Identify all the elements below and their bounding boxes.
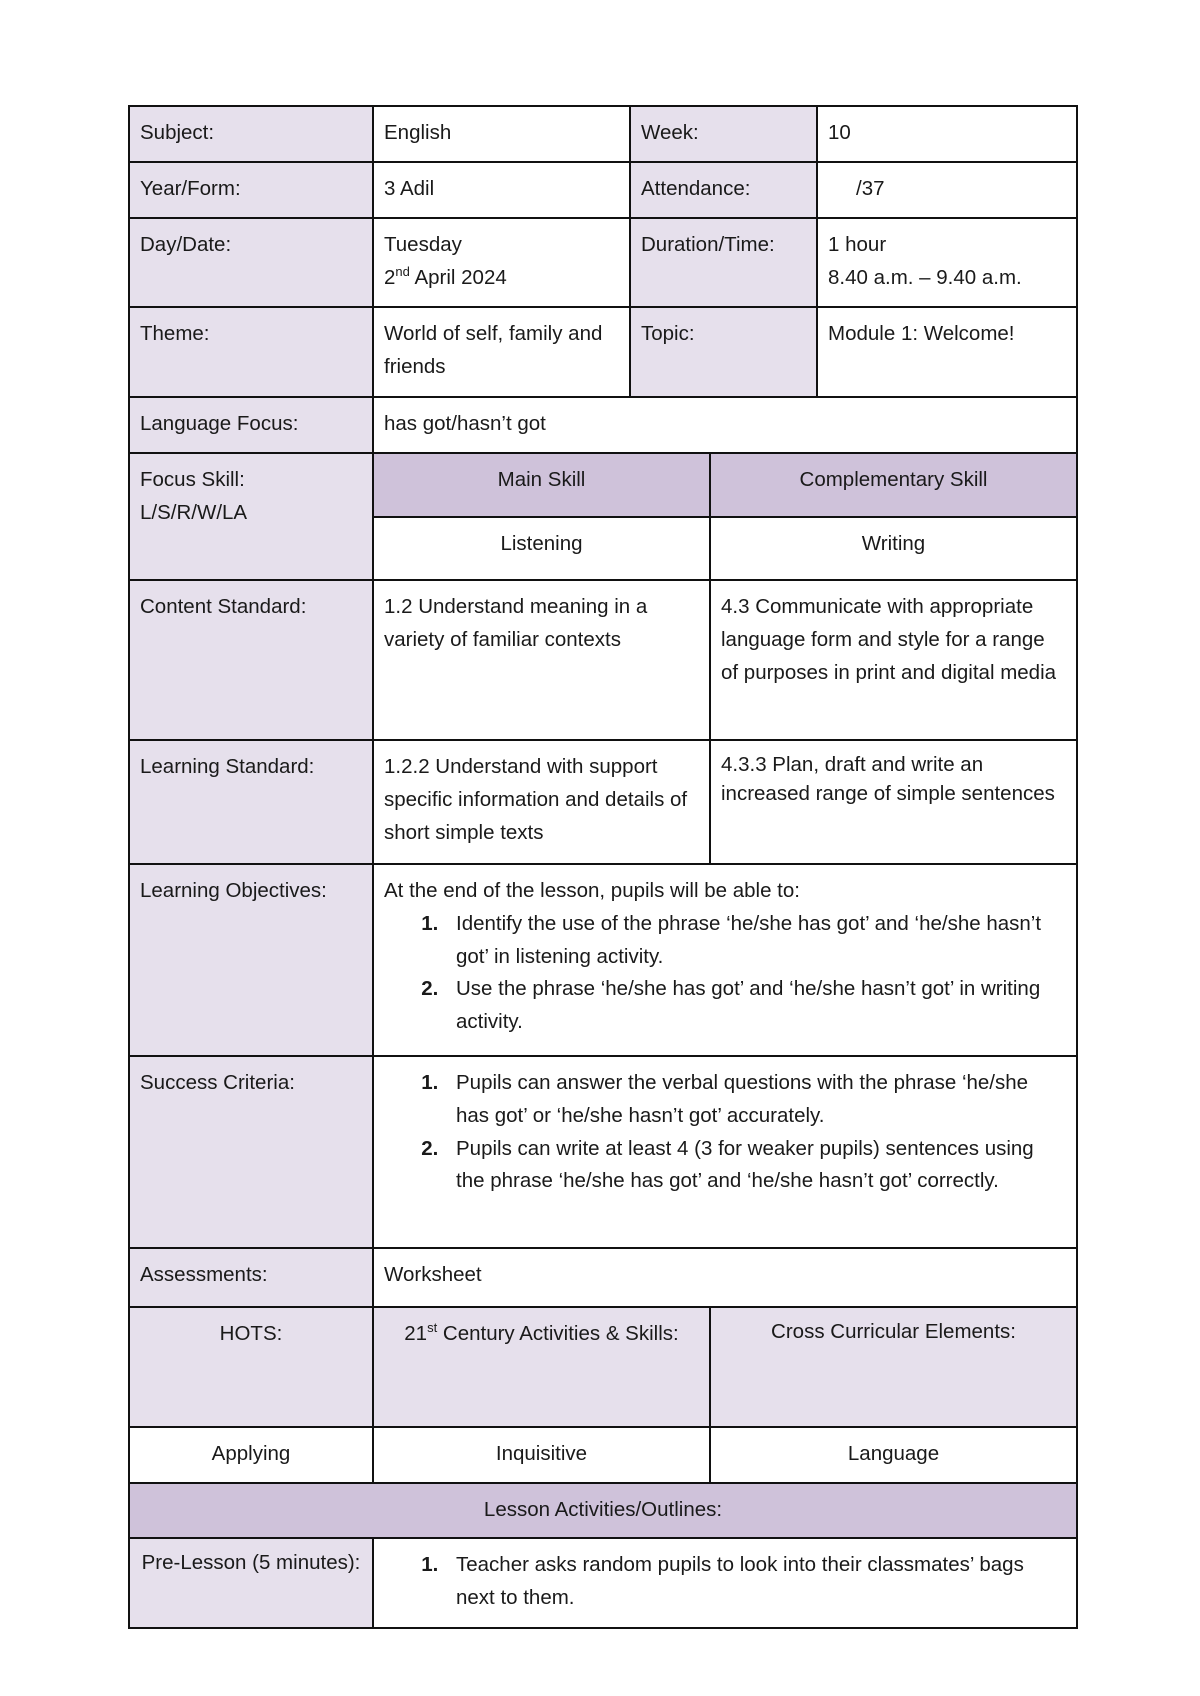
year-label: Year/Form: bbox=[129, 162, 373, 218]
main-skill-value: Listening bbox=[373, 517, 710, 580]
hots-value: Applying bbox=[129, 1427, 373, 1483]
pre-lesson-content bbox=[373, 1538, 1077, 1628]
focus-skill-label: Focus Skill: bbox=[140, 468, 245, 491]
complementary-skill-header: Complementary Skill bbox=[710, 453, 1077, 517]
century-skills-label bbox=[373, 1307, 710, 1427]
attendance-value: /37 bbox=[817, 162, 1077, 218]
duration-value: 1 hour bbox=[828, 233, 887, 256]
list-item: 1. Teacher asks random pupils to look into their classmates’ bags next to them. bbox=[444, 1549, 1066, 1615]
learning-standard-comp: 4.3.3 Plan, draft and write an increased range of simple sentences bbox=[710, 740, 1077, 864]
row-language-focus bbox=[129, 397, 1077, 453]
content-standard-main: 1.2 Understand meaning in a variety of familiar contexts bbox=[373, 580, 710, 740]
row-hots-values bbox=[129, 1427, 1077, 1483]
year-value: 3 Adil bbox=[373, 162, 630, 218]
row-theme bbox=[129, 307, 1077, 397]
row-content-standard bbox=[129, 580, 1077, 740]
row-year bbox=[129, 162, 1077, 218]
century-number: 21 bbox=[404, 1322, 428, 1345]
time-value: 8.40 a.m. – 9.40 a.m. bbox=[828, 265, 1022, 289]
learning-objectives-list bbox=[384, 908, 1066, 1039]
date-month-year: April 2024 bbox=[409, 265, 507, 289]
row-subject bbox=[129, 106, 1077, 162]
row-day bbox=[129, 218, 1077, 307]
century-rest: Century Activities & Skills: bbox=[437, 1322, 679, 1345]
assessments-label: Assessments: bbox=[129, 1248, 373, 1307]
focus-skill-label-cell bbox=[129, 453, 373, 580]
success-criteria-content bbox=[373, 1056, 1077, 1248]
list-item: 1. Pupils can answer the verbal questions with the phrase ‘he/she has got’ or ‘he/she hasn’t got’ accurately. bbox=[444, 1067, 1066, 1133]
learning-standard-label: Learning Standard: bbox=[129, 740, 373, 864]
subject-label: Subject: bbox=[129, 106, 373, 162]
topic-label: Topic: bbox=[630, 307, 817, 397]
date-suffix: nd bbox=[395, 263, 410, 279]
date-day-number: 2 bbox=[384, 265, 396, 289]
century-skills-value: Inquisitive bbox=[373, 1427, 710, 1483]
learning-standard-main: 1.2.2 Understand with support specific information and details of short simple texts bbox=[373, 740, 710, 864]
main-skill-header: Main Skill bbox=[373, 453, 710, 517]
week-value: 10 bbox=[817, 106, 1077, 162]
lesson-activities-header: Lesson Activities/Outlines: bbox=[129, 1483, 1077, 1538]
list-item: 1. Identify the use of the phrase ‘he/she has got’ and ‘he/she hasn’t got’ in listening activity. bbox=[444, 908, 1066, 974]
learning-objectives-label: Learning Objectives: bbox=[129, 864, 373, 1056]
attendance-label: Attendance: bbox=[630, 162, 817, 218]
focus-skill-sublabel: L/S/R/W/LA bbox=[140, 500, 248, 524]
row-hots-header bbox=[129, 1307, 1077, 1427]
date-value bbox=[384, 263, 507, 289]
success-criteria-label: Success Criteria: bbox=[129, 1056, 373, 1248]
cross-curricular-label: Cross Curricular Elements: bbox=[710, 1307, 1077, 1427]
day-label: Day/Date: bbox=[129, 218, 373, 307]
row-focus-skill-header bbox=[129, 453, 1077, 517]
century-suffix: st bbox=[427, 1320, 438, 1336]
success-criteria-list bbox=[384, 1067, 1066, 1198]
pre-lesson-label: Pre-Lesson (5 minutes): bbox=[129, 1538, 373, 1628]
lesson-plan-table bbox=[128, 105, 1078, 1629]
assessments-value: Worksheet bbox=[373, 1248, 1077, 1307]
subject-value: English bbox=[373, 106, 630, 162]
duration-label: Duration/Time: bbox=[630, 218, 817, 307]
pre-lesson-list bbox=[384, 1549, 1066, 1615]
day-date-value bbox=[373, 218, 630, 307]
theme-label: Theme: bbox=[129, 307, 373, 397]
language-focus-value: has got/hasn’t got bbox=[373, 397, 1077, 453]
topic-value: Module 1: Welcome! bbox=[817, 307, 1077, 397]
row-pre-lesson bbox=[129, 1538, 1077, 1628]
list-item: 2. Pupils can write at least 4 (3 for weaker pupils) sentences using the phrase ‘he/she has got’ and ‘he/she hasn’t got’ correctly. bbox=[444, 1133, 1066, 1199]
cross-curricular-value: Language bbox=[710, 1427, 1077, 1483]
learning-objectives-content bbox=[373, 864, 1077, 1056]
theme-value: World of self, family and friends bbox=[373, 307, 630, 397]
content-standard-comp: 4.3 Communicate with appropriate language form and style for a range of purposes in print and digital media bbox=[710, 580, 1077, 740]
row-activities-header bbox=[129, 1483, 1077, 1538]
learning-objectives-intro: At the end of the lesson, pupils will be able to: bbox=[384, 879, 800, 902]
row-learning-standard bbox=[129, 740, 1077, 864]
language-focus-label: Language Focus: bbox=[129, 397, 373, 453]
list-item: 2. Use the phrase ‘he/she has got’ and ‘he/she hasn’t got’ in writing activity. bbox=[444, 973, 1066, 1039]
row-success-criteria bbox=[129, 1056, 1077, 1248]
week-label: Week: bbox=[630, 106, 817, 162]
day-value: Tuesday bbox=[384, 233, 462, 256]
row-assessments bbox=[129, 1248, 1077, 1307]
duration-time-value bbox=[817, 218, 1077, 307]
complementary-skill-value: Writing bbox=[710, 517, 1077, 580]
content-standard-label: Content Standard: bbox=[129, 580, 373, 740]
row-learning-objectives bbox=[129, 864, 1077, 1056]
hots-label: HOTS: bbox=[129, 1307, 373, 1427]
